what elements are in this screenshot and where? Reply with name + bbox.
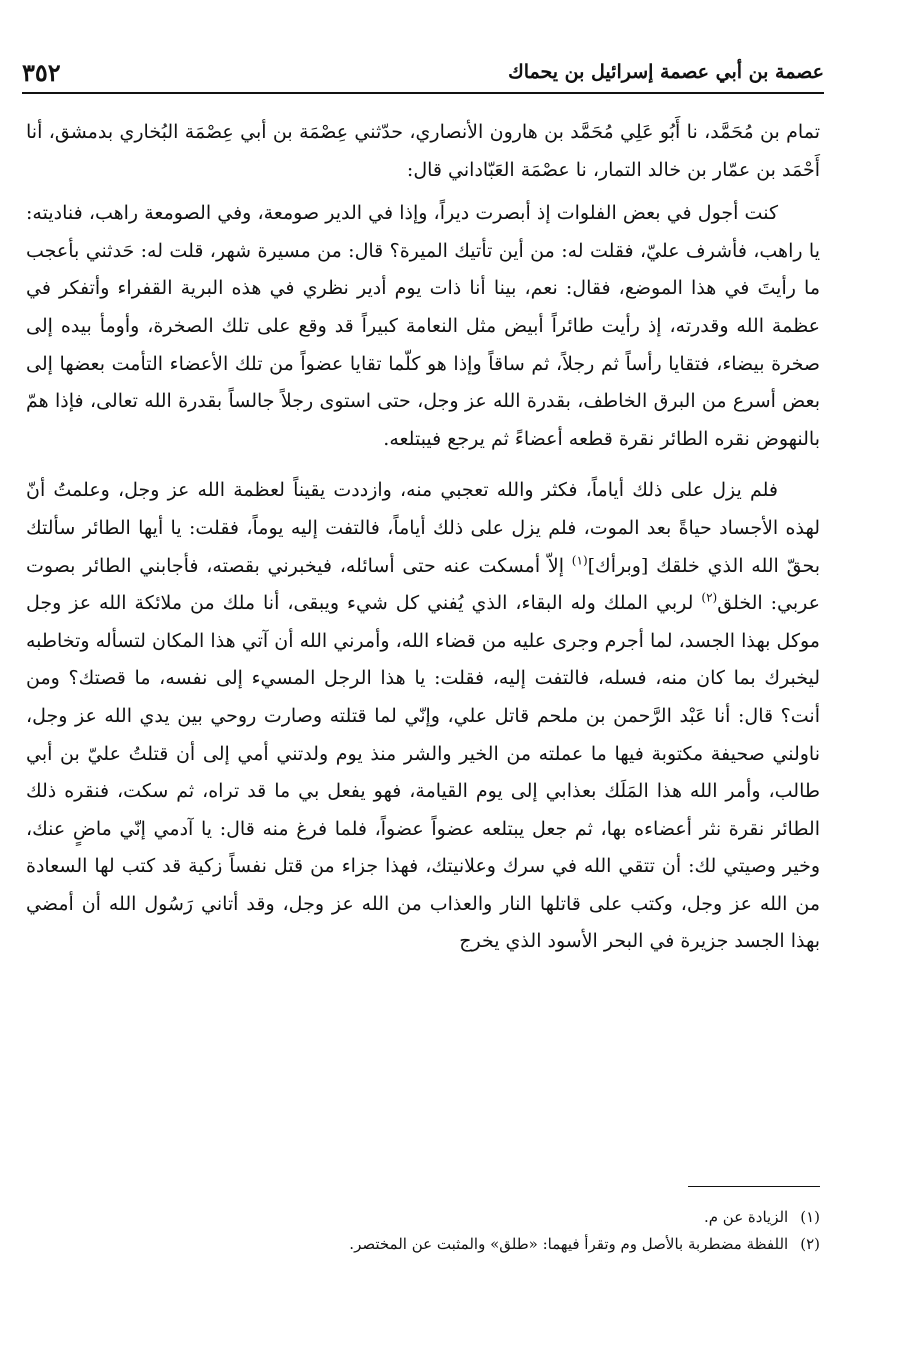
paragraph-story: كنت أجول في بعض الفلوات إذ أبصرت ديراً، وإذا في الدير صومعة، وفي الصومعة راهب، فناديته: يا راهب، فأشرف عليّ، فقلت له: من أين تأتيك الميرة؟ قال: من مسيرة شهر، قلت له: حَدثني بأعجب ما رأيتَ في هذا الموضع، فقال: نعم، بينا أنا ذات يوم أدير نظري في هذه البرية القفراء وأتفكر في عظمة الله وقدرته، إذ رأيت طائراً أبيض مثل النعامة كبيراً قد وقع على تلك الصخرة، وأومأ بيده إلى صخرة بيضاء، فتقايا رأساً ثم رجلاً، ثم ساقاً وإذا هو كلّما تقايا عضواً من تلك الأعضاء التأمت بعضها إلى بعض أسرع من البرق الخاطف، بقدرة الله عز وجل، حتى استوى رجلاً جالساً بقدرة الله تعالى، فإذا همّ بالنهوض نقره الطائر نقرة قطعه أعضاءً ثم يرجع فيبتلعه. xyxy=(26,202,820,450)
paragraph-continuation-part1: فلم يزل على ذلك أياماً، فكثر والله تعجبي منه، وازددت يقيناً لعظمة الله عز وجل، وعلمتُ أنّ لهذه الأجساد حياةً بعد الموت، فلم يزل على ذلك أياماً، فالتفت إليه يوماً، فقلت: يا أيها الطائر سألتك بحقّ الله الذي خلقك [وبرأك] xyxy=(26,479,820,577)
page-number: ٣٥٢ xyxy=(22,57,61,87)
footnote-separator xyxy=(688,1186,820,1187)
footnote-text: الزيادة عن م. xyxy=(703,1208,789,1226)
main-text xyxy=(26,114,820,961)
footnote-number: (١) xyxy=(800,1208,820,1226)
paragraph-continuation-part3: لربي الملك وله البقاء، الذي يُفني كل شيء ويبقى، أنا ملك من ملائكة الله عز وجل موكل بهذا الجسد، لما أجرم وجرى عليه من قضاء الله، وأمرني الله أن آتي هذا المكان لتسأله وتخاطبه ليخبرك بما كان منه، فسله، فالتفت إليه، فقلت: يا هذا الرجل المسيء إلى نفسه، ما قصتك؟ ومن أنت؟ قال: أنا عَبْد الرَّحمن بن ملحم قاتل علي، وإنّي لما قتلته وصارت روحي بين يدي الله عز وجل، ناولني صحيفة مكتوبة فيها ما عملته من الخير والشر منذ يوم ولدتني أمي إلى أن قتلتُ عليّ بن أبي طالب، وأمر الله هذا المَلَك بعذابي إلى يوم القيامة، فهو يفعل بي ما قد تراه، ثم سكت، فنقره ذلك الطائر نقرة نثر أعضاءه بها، ثم جعل يبتلعه عضواً عضواً، فلما فرغ منه قال: يا آدمي إنّي ماضٍ عنك، وخير وصيتي لك: أن تتقي الله في سرك وعلانيتك، فهذا جزاء من قتل نفساً زكية قد كتب لها السعادة من الله عز وجل، وكتب على قاتلها النار والعذاب من الله عز وجل، وقد أتاني رَسُول الله أن أمضي بهذا الجسد جزيرة في البحر الأسود الذي يخرج xyxy=(26,592,820,953)
paragraph-continuation xyxy=(26,472,820,961)
paragraph-continuation-part2: إلاّ أمسكت عنه حتى أسائله، فيخبرني بقصته، فأجابني الطائر بصوت عربي: الخلق xyxy=(26,554,820,615)
paragraph-isnad: تمام بن مُحَمَّد، نا أَبُو عَلِي مُحَمَّد بن هارون الأنصاري، حدّثني عِصْمَة بن أبي عِصْمَة البُخاري بدمشق، أنا أَحْمَد بن عمّار بن خالد التمار، نا عصْمَة العَبّاداني قال: xyxy=(26,121,820,181)
running-title: عصمة بن أبي عصمة إسرائيل بن يحماك xyxy=(508,61,824,83)
footnote xyxy=(120,1204,820,1231)
header-rule xyxy=(22,92,824,94)
footnote-ref-2: (٢) xyxy=(701,590,718,605)
footnote xyxy=(120,1231,820,1258)
page-header xyxy=(22,56,824,88)
footnote-text: اللفظة مضطربة بالأصل وم وتقرأ فيهما: «طلق» والمثبت عن المختصر. xyxy=(349,1235,789,1253)
footnote-ref-1: (١) xyxy=(571,553,588,568)
footnotes xyxy=(120,1204,820,1258)
footnote-number: (٢) xyxy=(800,1235,820,1253)
